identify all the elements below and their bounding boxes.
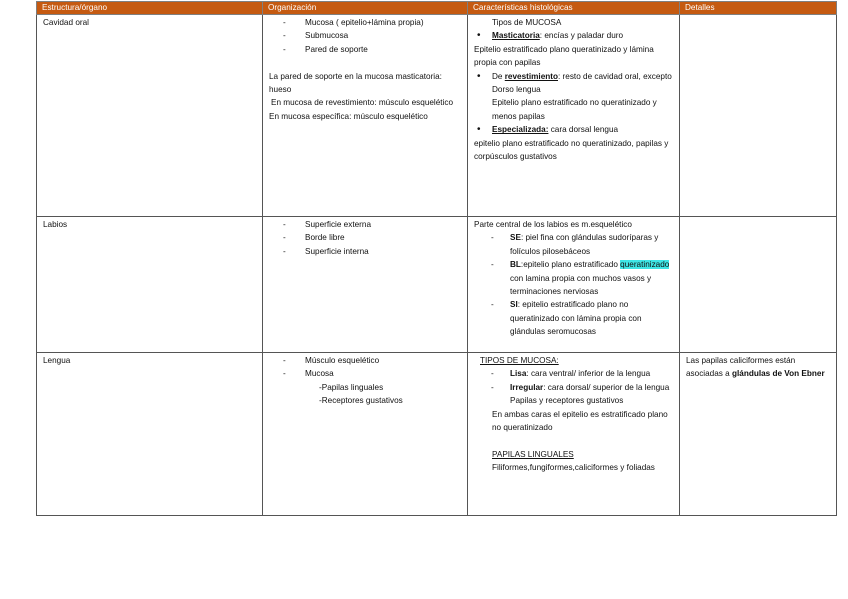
term-continuation: Epitelio estratificado plano queratinizado y lámina propia con papilas [474,44,654,68]
table-row [37,353,837,516]
list-item: - Borde libre [269,231,462,244]
term-label: Irregular [510,382,544,392]
term-label: SI [510,300,518,310]
list-item: - Pared de soporte [269,43,462,56]
cell-details [680,353,837,516]
header-caracteristicas: Características histológicas [468,2,680,15]
term-prefix: De [492,71,505,81]
cell-details [680,15,837,217]
cell-organization [263,15,468,217]
cell-characteristics [468,217,680,353]
mucosa-types-title: TIPOS DE MUCOSA: [480,356,559,365]
cell-structure: Labios [37,217,263,353]
term-text: :epitelio plano estratificado [520,260,621,270]
list-item [474,381,674,394]
table-row [37,15,837,217]
highlighted-text: queratinizado [620,260,670,270]
term-continuation: Epitelio plano estratificado no queratinizado y menos papilas [492,98,657,121]
org-paragraph: La pared de soporte en la mucosa masticatoria: hueso [269,71,442,95]
term-text: : cara dorsal/ superior de la lengua [543,382,670,392]
term-continuation: epitelio plano estratificado no queratinizado, papilas y corpúsculos gustativos [474,138,669,162]
sub-item: -Papilas linguales [319,382,384,392]
mucosa-types-title: Tipos de MUCOSA [492,18,562,27]
term-text: : resto de cavidad oral, excepto Dorso lengua [492,71,672,95]
header-row [37,2,837,15]
cell-structure: Lengua [37,353,263,516]
term-text: cara dorsal lengua [548,125,619,135]
cell-characteristics [468,15,680,217]
cell-details [680,217,837,353]
org-paragraph: En mucosa específica: músculo esquelético [269,111,428,121]
detail-text: Las papilas caliciformes están asociadas a [686,356,796,379]
term-continuation: Papilas y receptores gustativos [510,396,624,406]
lengua-paragraph: En ambas caras el epitelio es estratificado plano no queratinizado [492,409,668,433]
header-organizacion: Organización [263,2,468,15]
list-item: - Superficie interna [269,245,462,258]
papilas-title: PAPILAS LINGUALES [492,449,574,459]
term-text: : cara ventral/ inferior de la lengua [526,369,651,379]
header-estructura: Estructura/órgano [37,2,263,15]
papilas-list: Filiformes,fungiformes,caliciformes y foliadas [492,463,655,473]
cell-structure: Cavidad oral [37,15,263,217]
list-item [474,367,674,380]
term-text: : encías y paladar duro [539,31,624,41]
header-detalles: Detalles [680,2,837,15]
term-label: Especializada: [492,125,549,135]
term-text: : epitelio estratificado plano no queratinizado con lámina propia con glándulas seromucosas [510,300,642,337]
list-item [474,258,674,298]
term-label: Masticatoria [492,31,540,41]
list-item [474,123,674,136]
list-item [474,70,674,97]
labios-intro: Parte central de los labios es m.esquelético [474,220,632,229]
list-item: - Submucosa [269,29,462,42]
term-text: : piel fina con glándulas sudoríparas y folículos pilosebáceos [510,233,659,256]
list-item: - Mucosa ( epitelio+lámina propia) [269,16,462,29]
term-label: BL [510,260,521,270]
sub-item: -Receptores gustativos [319,396,403,406]
detail-bold: glándulas de Von Ebner [731,369,825,379]
list-item [474,231,674,258]
term-text: con lamina propia con muchos vasos y terminaciones nerviosas [510,273,652,297]
org-paragraph: En mucosa de revestimiento: músculo esquelético [271,98,454,108]
table-row [37,217,837,353]
cell-characteristics [468,353,680,516]
term-label: revestimiento [504,71,558,81]
cell-organization [263,217,468,353]
list-item: - Superficie externa [269,218,462,231]
term-label: SE [510,233,521,243]
list-item: - Mucosa [269,367,462,380]
list-item: - Músculo esquelético [269,354,462,367]
list-item [474,29,674,42]
cell-organization [263,353,468,516]
histology-table [36,1,837,516]
list-item [474,298,674,338]
term-label: Lisa [510,369,527,379]
